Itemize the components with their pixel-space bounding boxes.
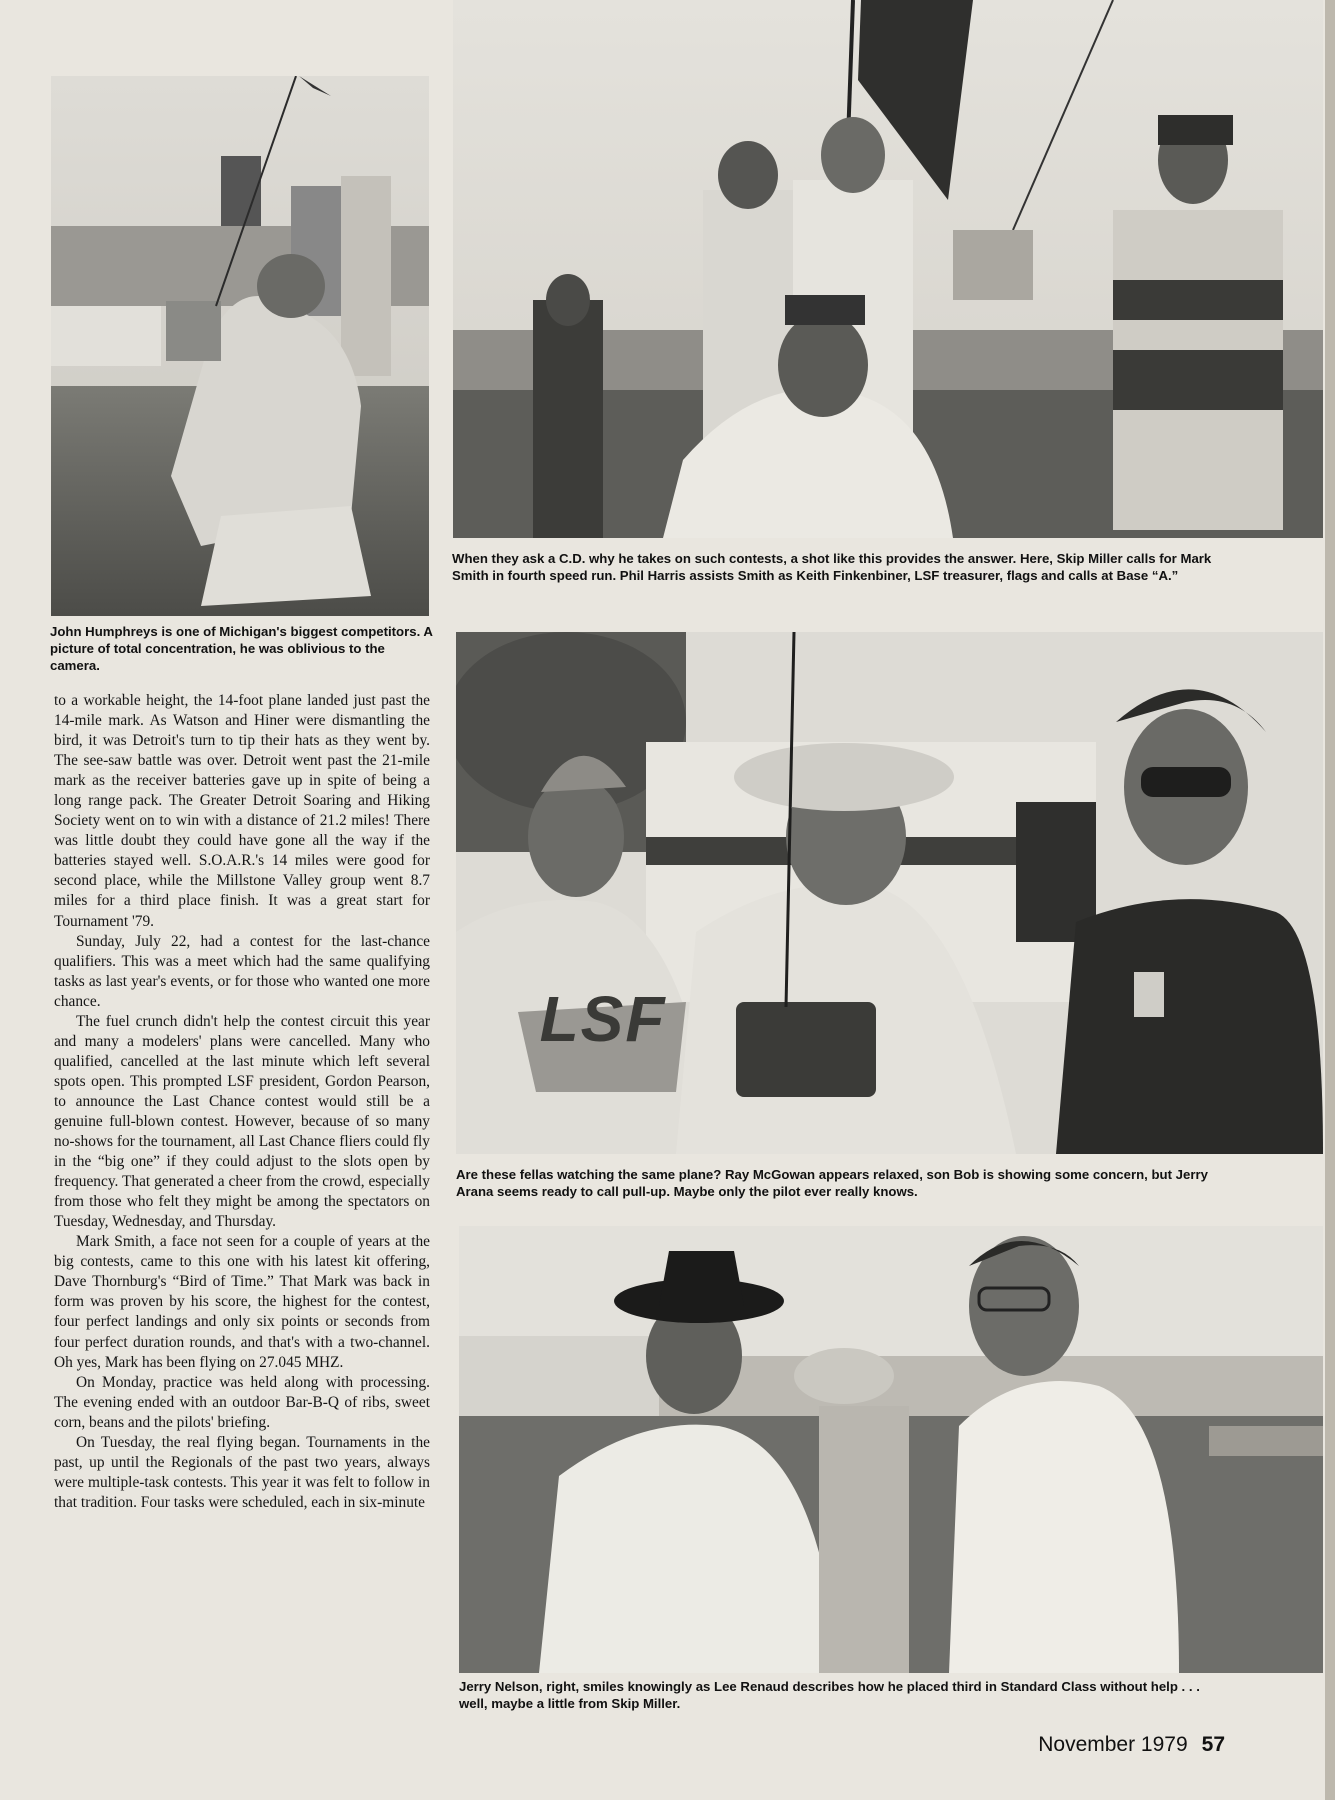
page-folio bbox=[1038, 1733, 1225, 1757]
body-paragraph: The fuel crunch didn't help the contest circuit this year and many a modelers' plans were cancelled. Many who qualified, cancelled at the last minute which left several spots open. This prompted LSF president, Gordon Pearson, to announce the Last Chance contest would still be a genuine full-blown contest. However, because of so many no-shows for the tournament, all Last Chance fliers could fly in the “big one” if they could adjust to the slots open by frequency. That generated a cheer from the crowd, especially from those who felt they might be among the spectators on Tuesday, Wednesday, and Thursday. bbox=[54, 1012, 430, 1231]
article-body-column bbox=[54, 691, 430, 1513]
caption-mcgowan-arana: Are these fellas watching the same plane? Ray McGowan appears relaxed, son Bob is showing some concern, but Jerry Arana seems ready to call pull-up. Maybe only the pilot ever really knows. bbox=[456, 1167, 1208, 1199]
caption-nelson-renaud: Jerry Nelson, right, smiles knowingly as Lee Renaud describes how he placed third in Standard Class without help . . . well, maybe a little from Skip Miller. bbox=[459, 1679, 1200, 1711]
body-paragraph: Sunday, July 22, had a contest for the last-chance qualifiers. This was a meet which had the same qualifying tasks as last year's events, or for those who wanted one more chance. bbox=[54, 932, 430, 1010]
photo-nelson-renaud bbox=[459, 1226, 1323, 1673]
photo-john-humphreys bbox=[51, 76, 429, 616]
photo-mcgowan-arana bbox=[456, 632, 1323, 1154]
photo-cd-flag bbox=[453, 0, 1323, 538]
shirt-logo-text: LSF bbox=[539, 983, 667, 1055]
caption-john-humphreys: John Humphreys is one of Michigan's biggest competitors. A picture of total concentration, he was oblivious to the camera. bbox=[50, 624, 433, 673]
caption-cd-flag: When they ask a C.D. why he takes on such contests, a shot like this provides the answer. Here, Skip Miller calls for Mark Smith in fourth speed run. Phil Harris assists Smith as Keith Finkenbiner, LSF treasurer, flags and calls at Base “A.” bbox=[452, 551, 1212, 583]
issue-date: November 1979 bbox=[1038, 1733, 1188, 1756]
body-paragraph: On Monday, practice was held along with processing. The evening ended with an outdoor Bar-B-Q of ribs, sweet corn, beans and the pilots' briefing. bbox=[54, 1373, 430, 1431]
page-edge bbox=[1325, 0, 1335, 1800]
body-paragraph: Mark Smith, a face not seen for a couple of years at the big contests, came to this one with his latest kit offering, Dave Thornburg's “Bird of Time.” That Mark was back in form was proven by his score, the highest for the contest, four perfect landings and only six points or seconds from four perfect duration rounds, and that's with a two-channel. Oh yes, Mark has been flying on 27.045 MHZ. bbox=[54, 1233, 430, 1371]
body-paragraph: to a workable height, the 14-foot plane landed just past the 14-mile mark. As Watson and Hiner were dismantling the bird, it was Detroit's turn to tip their hats as they went by. The see-saw battle was over. Detroit went past the 21-mile mark as the receiver batteries gave up in spite of being a long range pack. The Greater Detroit Soaring and Hiking Society went on to win with a distance of 21.2 miles! There was little doubt they could have gone all the way if the batteries stayed well. S.O.A.R.'s 14 miles were good for second place, while the Millstone Valley group went 8.7 miles for a third place finish. It was a great start for Tournament '79. bbox=[54, 692, 430, 930]
page-number: 57 bbox=[1201, 1733, 1225, 1756]
body-paragraph: On Tuesday, the real flying began. Tournaments in the past, up until the Regionals of the past two years, always were multiple-task contests. This year it was felt to follow in that tradition. Four tasks were scheduled, each in six-minute bbox=[54, 1433, 430, 1511]
